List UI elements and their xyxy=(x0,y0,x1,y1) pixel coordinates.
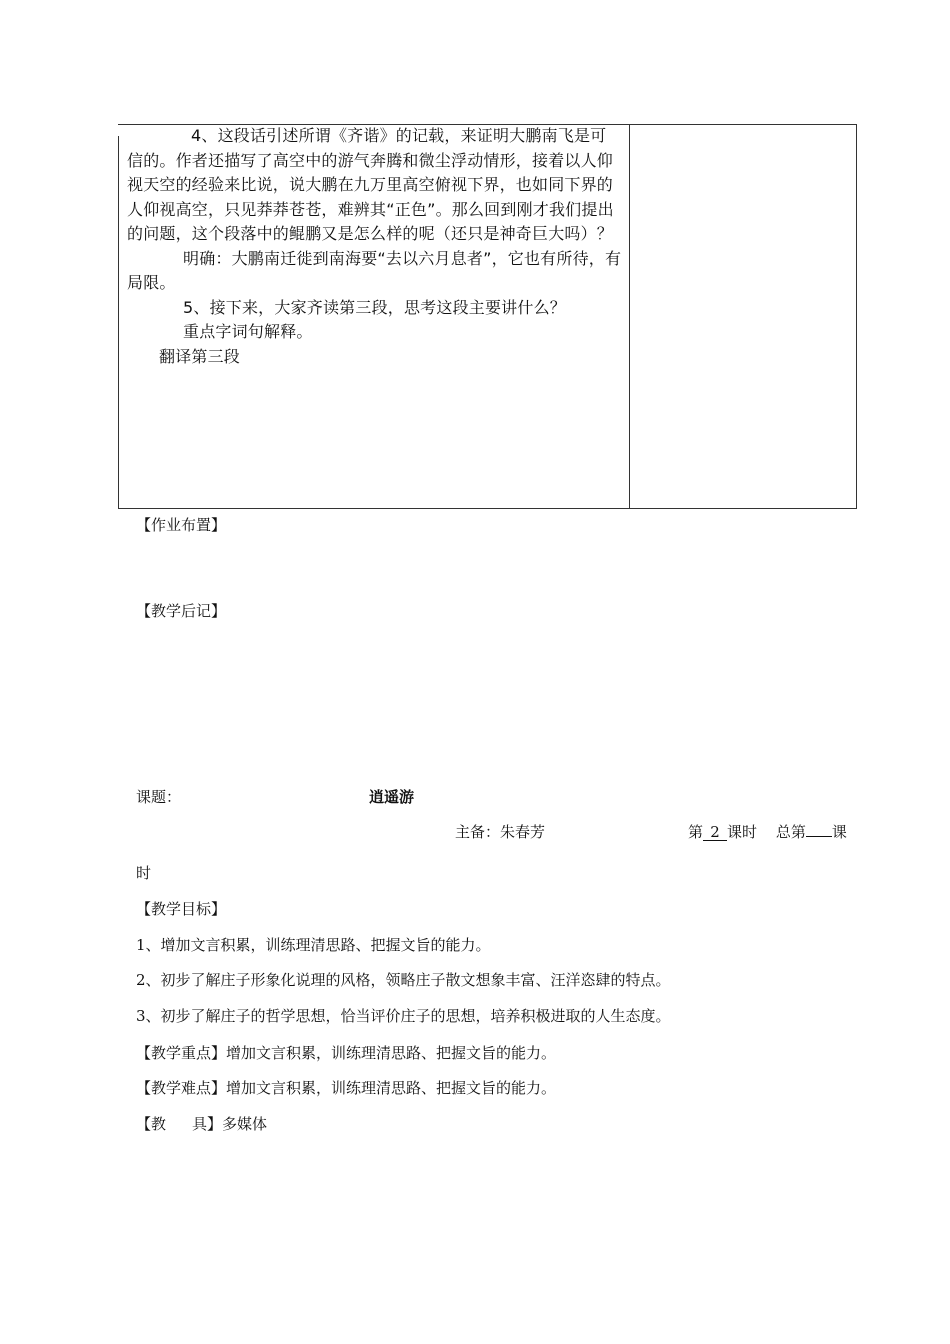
total-suffix: 课 xyxy=(831,823,847,841)
homework-heading: 【作业布置】 xyxy=(136,516,227,534)
period-suffix: 课时 xyxy=(727,823,758,841)
topic-label: 课题： xyxy=(136,788,182,806)
postscript-heading: 【教学后记】 xyxy=(136,602,227,620)
objective-item: 2、初步了解庄子形象化说理的风格，领略庄子散文想象丰富、汪洋恣肆的特点。 xyxy=(136,971,671,989)
period-info xyxy=(688,821,847,842)
objective-item: 1、增加文言积累，训练理清思路、把握文旨的能力。 xyxy=(136,936,491,954)
difficult-point: 【教学难点】增加文言积累，训练理清思路、把握文旨的能力。 xyxy=(136,1079,557,1097)
total-number xyxy=(806,836,832,837)
total-prefix: 总第 xyxy=(775,823,806,841)
total-suffix-wrap: 时 xyxy=(136,864,152,882)
objectives-heading: 【教学目标】 xyxy=(136,900,227,918)
period-prefix: 第 xyxy=(688,823,704,841)
table-column-divider xyxy=(629,124,630,508)
tools-label-right: 具】 xyxy=(192,1115,223,1133)
period-number: 2 xyxy=(703,824,727,841)
preparer: 主备：朱春芳 xyxy=(455,823,546,841)
key-point: 【教学重点】增加文言积累，训练理清思路、把握文旨的能力。 xyxy=(136,1044,557,1062)
paragraph-5: 5、接下来，大家齐读第三段，思考这段主要讲什么？ xyxy=(183,297,566,317)
objective-item: 3、初步了解庄子的哲学思想，恰当评价庄子的思想，培养积极进取的人生态度。 xyxy=(136,1007,671,1025)
paragraph-4: 4、这段话引述所谓《齐谐》的记载，来证明大鹏南飞是可信的。作者还描写了高空中的游气奔腾和微尘浮动情形，接着以人仰视天空的经验来比说，说大鹏在九万里高空俯视下界，也如同下界的人仰视高空，只见莽莽苍苍，难辨其“正色”。那么回到刚才我们提出的问题，这个段落中的鲲鹏又是怎么样的呢（还只是神奇巨大吗）？ xyxy=(127,126,614,243)
table-corner-mark xyxy=(118,124,126,125)
paragraph-translate: 翻译第三段 xyxy=(159,346,241,366)
paragraph-clarify: 明确：大鹏南迁徙到南海要“去以六月息者”，它也有所待，有局限。 xyxy=(127,248,622,292)
table-content-cell xyxy=(127,124,622,369)
table-left-border xyxy=(118,136,119,508)
tools-line xyxy=(136,1113,267,1134)
lesson-title: 逍遥游 xyxy=(369,788,415,806)
tools-value: 多媒体 xyxy=(222,1115,268,1133)
paragraph-key-words: 重点字词句解释。 xyxy=(183,322,313,341)
tools-label-left: 【教 xyxy=(136,1115,167,1133)
